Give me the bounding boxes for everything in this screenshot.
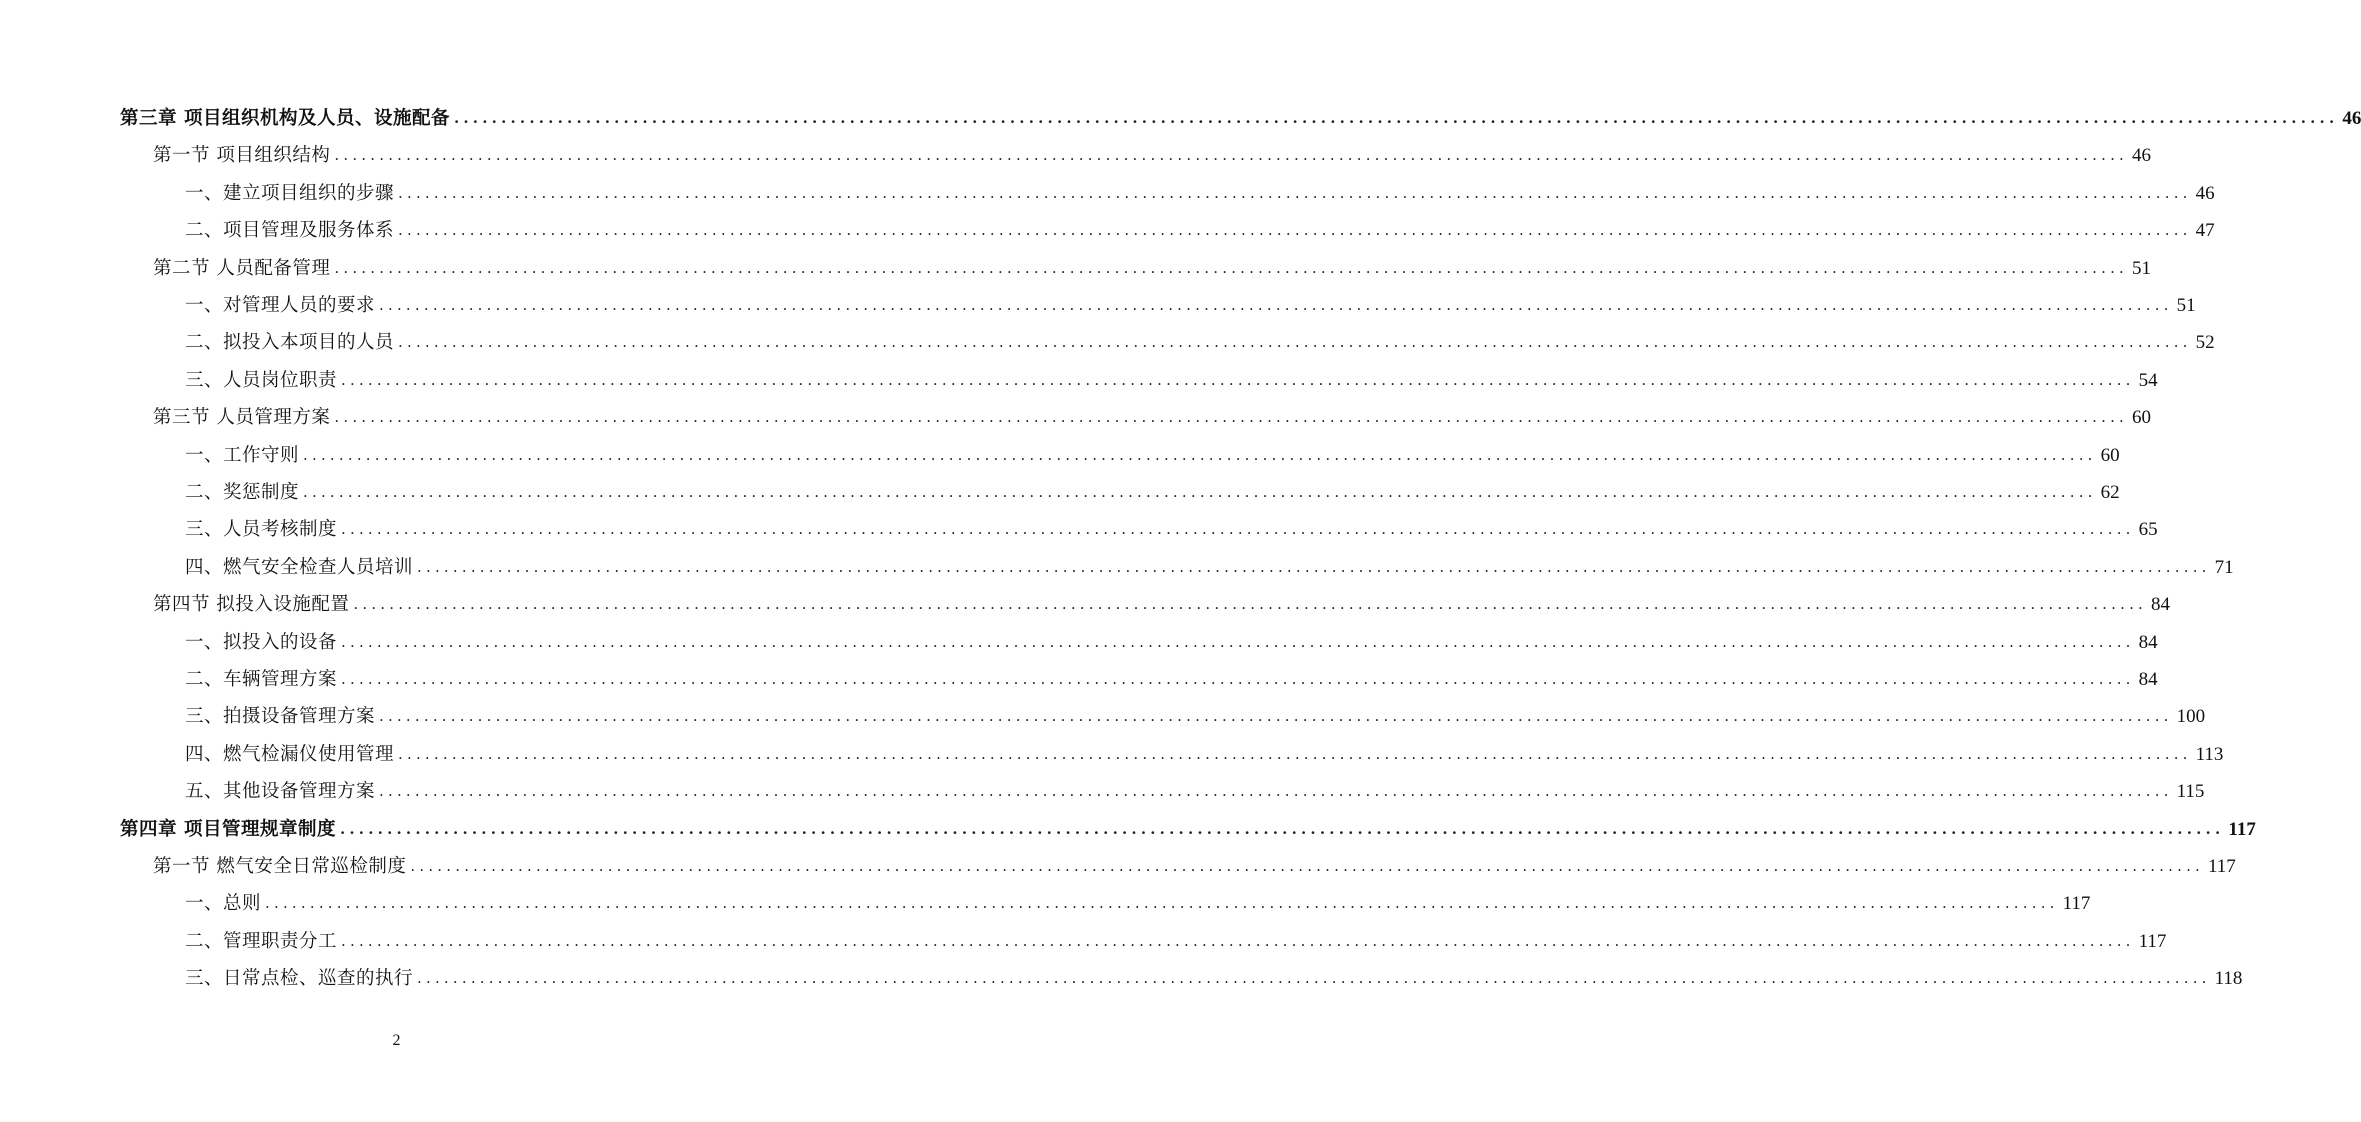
- toc-entry-label: 二、项目管理及服务体系: [185, 220, 395, 242]
- toc-entry-label: 第四章 项目管理规章制度: [120, 818, 336, 840]
- toc-entry-label: 三、拍摄设备管理方案: [185, 706, 376, 728]
- toc-entry-item[interactable]: [185, 923, 2167, 960]
- toc-entry-item[interactable]: [185, 624, 2158, 661]
- toc-entry-label: 二、拟投入本项目的人员: [185, 332, 395, 354]
- toc-entry-page: 54: [2138, 369, 2158, 391]
- toc-entry-label: 五、其他设备管理方案: [185, 781, 376, 803]
- toc-entry-item[interactable]: [185, 960, 2243, 997]
- toc-entry-item[interactable]: [185, 175, 2215, 212]
- toc-entry-item[interactable]: [185, 549, 2234, 586]
- toc-entry-page: 65: [2138, 519, 2158, 541]
- dot-leader: ........................................................................................................................................................................................................: [341, 931, 2135, 950]
- toc-entry-page: 47: [2195, 220, 2215, 242]
- dot-leader: ........................................................................................................................................................................................................: [379, 782, 2173, 801]
- dot-leader: ........................................................................................................................................................................................................: [398, 221, 2192, 240]
- toc-entry-section[interactable]: [153, 137, 2152, 174]
- toc-entry-page: 100: [2176, 706, 2206, 728]
- toc-entry-item[interactable]: [185, 511, 2158, 548]
- dot-leader: ........................................................................................................................................................................................................: [353, 595, 2148, 614]
- toc-entry-label: 第三节 人员管理方案: [153, 407, 331, 429]
- toc-entry-page: 52: [2195, 332, 2215, 354]
- dot-leader: ........................................................................................................................................................................................................: [379, 707, 2173, 726]
- toc-entry-page: 117: [2138, 930, 2167, 952]
- toc-entry-page: 84: [2138, 631, 2158, 653]
- toc-entry-page: 60: [2100, 444, 2120, 466]
- toc-entry-label: 第三章 项目组织机构及人员、设施配备: [120, 108, 450, 129]
- dot-leader: ........................................................................................................................................................................................................: [410, 857, 2205, 875]
- toc-entry-page: 117: [2228, 818, 2256, 840]
- page-number: 2: [392, 1032, 401, 1049]
- toc-entry-label: 三、人员岗位职责: [185, 369, 338, 391]
- toc-entry-section[interactable]: [153, 399, 2152, 436]
- toc-entry-chapter[interactable]: [120, 100, 2361, 137]
- toc-entry-item[interactable]: [185, 474, 2120, 511]
- toc-entry-item[interactable]: [185, 773, 2205, 810]
- dot-leader: ........................................................................................................................................................................................................: [341, 370, 2135, 389]
- toc-entry-label: 第一节 燃气安全日常巡检制度: [153, 856, 407, 877]
- toc-entry-label: 四、燃气安全检查人员培训: [185, 556, 414, 578]
- toc-entry-item[interactable]: [185, 362, 2158, 399]
- toc-entry-item[interactable]: [185, 698, 2206, 735]
- dot-leader: ........................................................................................................................................................................................................: [265, 894, 2059, 913]
- toc-entry-page: 62: [2100, 482, 2120, 503]
- toc-entry-page: 115: [2176, 781, 2205, 803]
- toc-entry-section[interactable]: [153, 586, 2171, 623]
- toc-entry-label: 一、拟投入的设备: [185, 631, 338, 653]
- toc-entry-label: 一、工作守则: [185, 444, 300, 466]
- dot-leader: ........................................................................................................................................................................................................: [339, 819, 2225, 838]
- dot-leader: ........................................................................................................................................................................................................: [453, 109, 2339, 127]
- toc-entry-label: 第一节 项目组织结构: [153, 145, 331, 167]
- toc-entry-label: 三、人员考核制度: [185, 519, 338, 541]
- toc-entry-label: 一、建立项目组织的步骤: [185, 182, 395, 204]
- toc-entry-page: 46: [2342, 108, 2361, 129]
- dot-leader: ........................................................................................................................................................................................................: [334, 408, 2129, 427]
- dot-leader: ........................................................................................................................................................................................................: [398, 744, 2192, 763]
- toc-entry-item[interactable]: [185, 885, 2091, 922]
- toc-entry-item[interactable]: [185, 736, 2224, 773]
- toc-entry-section[interactable]: [153, 848, 2236, 885]
- dot-leader: ........................................................................................................................................................................................................: [379, 296, 2173, 314]
- toc-entry-item[interactable]: [185, 324, 2215, 361]
- toc-entry-label: 二、奖惩制度: [185, 482, 300, 503]
- toc-entry-label: 第四节 拟投入设施配置: [153, 594, 350, 616]
- toc-entry-section[interactable]: [153, 250, 2152, 287]
- toc-entry-label: 二、管理职责分工: [185, 930, 338, 952]
- toc-entry-page: 51: [2132, 257, 2152, 279]
- toc-entry-item[interactable]: [185, 437, 2120, 474]
- dot-leader: ........................................................................................................................................................................................................: [417, 969, 2211, 988]
- toc-entry-label: 四、燃气检漏仪使用管理: [185, 743, 395, 765]
- toc-entry-page: 118: [2214, 968, 2243, 990]
- toc-entry-page: 60: [2132, 407, 2152, 429]
- dot-leader: ........................................................................................................................................................................................................: [303, 445, 2097, 464]
- dot-leader: ........................................................................................................................................................................................................: [341, 632, 2135, 651]
- toc-entry-page: 46: [2195, 182, 2215, 204]
- toc-entry-page: 51: [2176, 295, 2196, 316]
- toc-entry-page: 117: [2062, 893, 2091, 915]
- dot-leader: ........................................................................................................................................................................................................: [334, 258, 2129, 277]
- dot-leader: ........................................................................................................................................................................................................: [398, 333, 2192, 352]
- toc-entry-page: 117: [2208, 856, 2236, 877]
- dot-leader: ........................................................................................................................................................................................................: [398, 183, 2192, 202]
- toc-entry-page: 84: [2151, 594, 2171, 616]
- toc-entry-page: 71: [2214, 556, 2234, 578]
- toc-entry-page: 84: [2138, 669, 2158, 690]
- toc-entry-item[interactable]: [185, 661, 2158, 698]
- toc-entry-label: 第二节 人员配备管理: [153, 257, 331, 279]
- dot-leader: ........................................................................................................................................................................................................: [303, 483, 2097, 501]
- dot-leader: ........................................................................................................................................................................................................: [417, 557, 2211, 576]
- toc-entry-label: 三、日常点检、巡查的执行: [185, 968, 414, 990]
- dot-leader: ........................................................................................................................................................................................................: [341, 520, 2135, 539]
- toc-entry-label: 二、车辆管理方案: [185, 669, 338, 690]
- dot-leader: ........................................................................................................................................................................................................: [334, 146, 2129, 165]
- toc-entry-page: 113: [2195, 743, 2224, 765]
- toc-entry-label: 一、对管理人员的要求: [185, 295, 376, 316]
- toc-entry-label: 一、总则: [185, 893, 262, 915]
- toc-entry-page: 46: [2132, 145, 2152, 167]
- toc-entry-chapter[interactable]: [120, 811, 2256, 848]
- toc-entry-item[interactable]: [185, 287, 2196, 324]
- toc-entry-item[interactable]: [185, 212, 2215, 249]
- dot-leader: ........................................................................................................................................................................................................: [341, 670, 2135, 688]
